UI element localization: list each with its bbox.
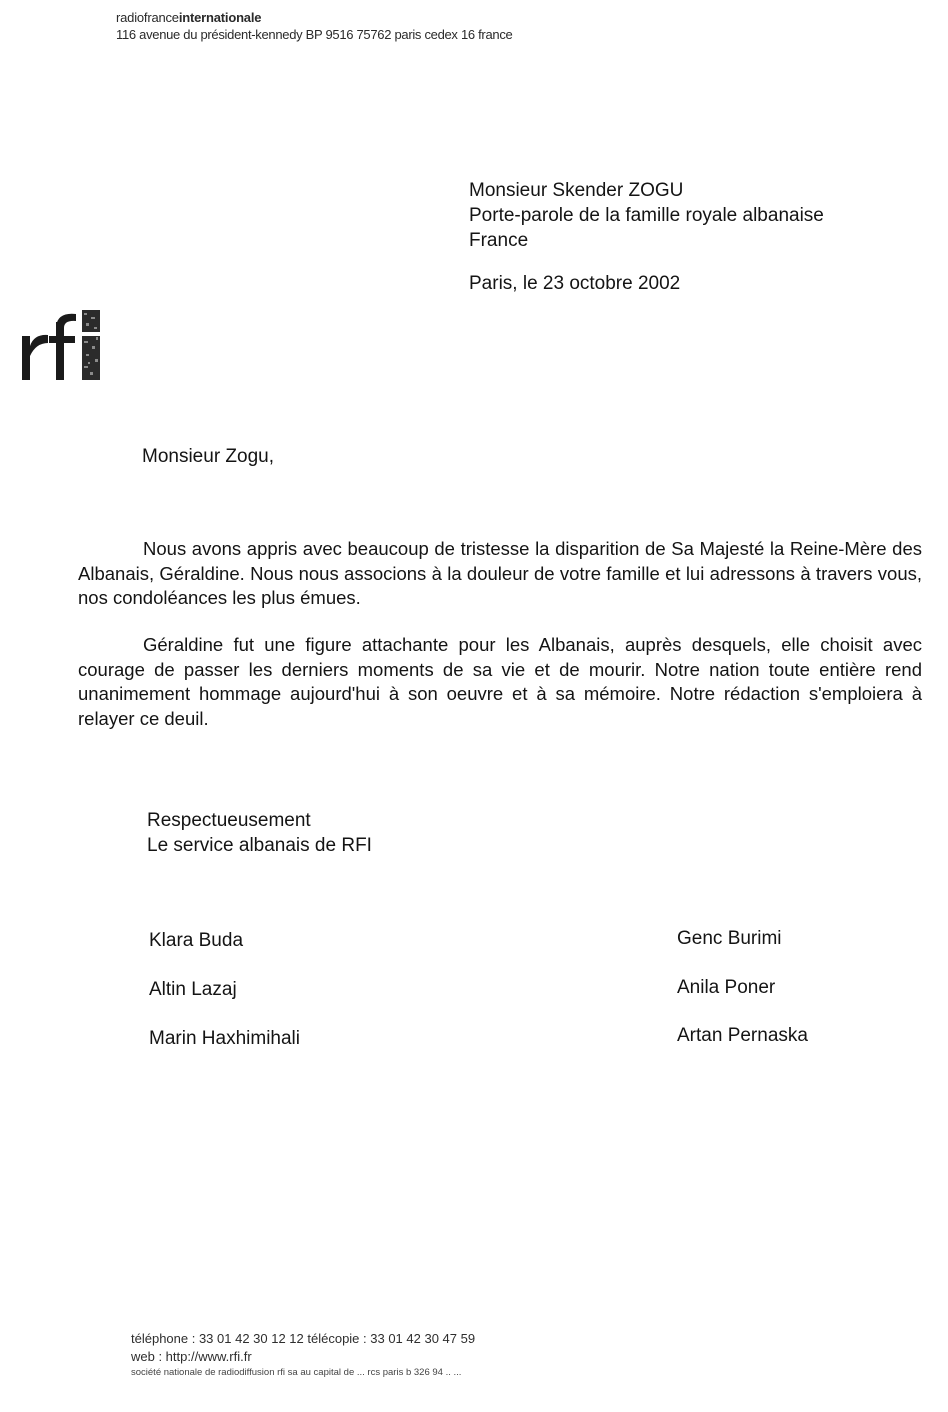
body-paragraph-1: [78, 537, 922, 611]
signatory-name: Anila Poner: [677, 977, 776, 998]
date-line: Paris, le 23 octobre 2002: [469, 273, 681, 294]
paragraph-text: Nous avons appris avec beaucoup de tristesse la disparition de Sa Majesté la Reine-Mère des Albanais, Géraldine. Nous nous associons à la douleur de votre famille et lui adressons à travers vous, nos condoléances les plus émues.: [78, 538, 922, 608]
letterhead-org: [116, 10, 261, 25]
footer-legal: société nationale de radiodiffusion rfi sa au capital de ... rcs paris b 326 94 .. ...: [131, 1367, 462, 1378]
signatory-name: Genc Burimi: [677, 928, 782, 949]
footer: [131, 1330, 475, 1380]
recipient-country: France: [469, 230, 529, 251]
letterhead-org-bold: internationale: [178, 10, 262, 25]
letterhead-address: 116 avenue du président-kennedy BP 9516 75762 paris cedex 16 france: [116, 27, 513, 42]
closing-line-1: Respectueusement: [147, 810, 311, 831]
recipient-role: Porte-parole de la famille royale albanaise: [469, 205, 824, 226]
footer-phone: téléphone : 33 01 42 30 12 12 télécopie : 33 01 42 30 47 59: [131, 1331, 476, 1346]
rfi-logo: [18, 306, 108, 386]
signatory-name: Altin Lazaj: [149, 979, 237, 1000]
closing-block: [147, 808, 372, 858]
recipient-name: Monsieur Skender ZOGU: [469, 180, 684, 201]
signatory-name: Marin Haxhimihali: [149, 1028, 300, 1049]
salutation: Monsieur Zogu,: [142, 446, 275, 467]
signatory-name: Klara Buda: [149, 930, 244, 951]
letterhead-org-prefix: radiofrance: [116, 10, 179, 25]
body-paragraph-2: [78, 633, 922, 731]
paragraph-text: Géraldine fut une figure attachante pour les Albanais, auprès desquels, elle choisit avec courage de passer les derniers moments de sa vie et de mourir. Notre nation toute entière rend unanimement hommage aujourd'hui à son oeuvre et à sa mémoire. Notre rédaction s'emploiera à relayer ce deuil.: [78, 634, 922, 729]
signatory-name: Artan Pernaska: [677, 1025, 808, 1046]
footer-web: web : http://www.rfi.fr: [131, 1349, 252, 1364]
closing-line-2: Le service albanais de RFI: [147, 835, 372, 856]
recipient-block: [469, 178, 824, 253]
